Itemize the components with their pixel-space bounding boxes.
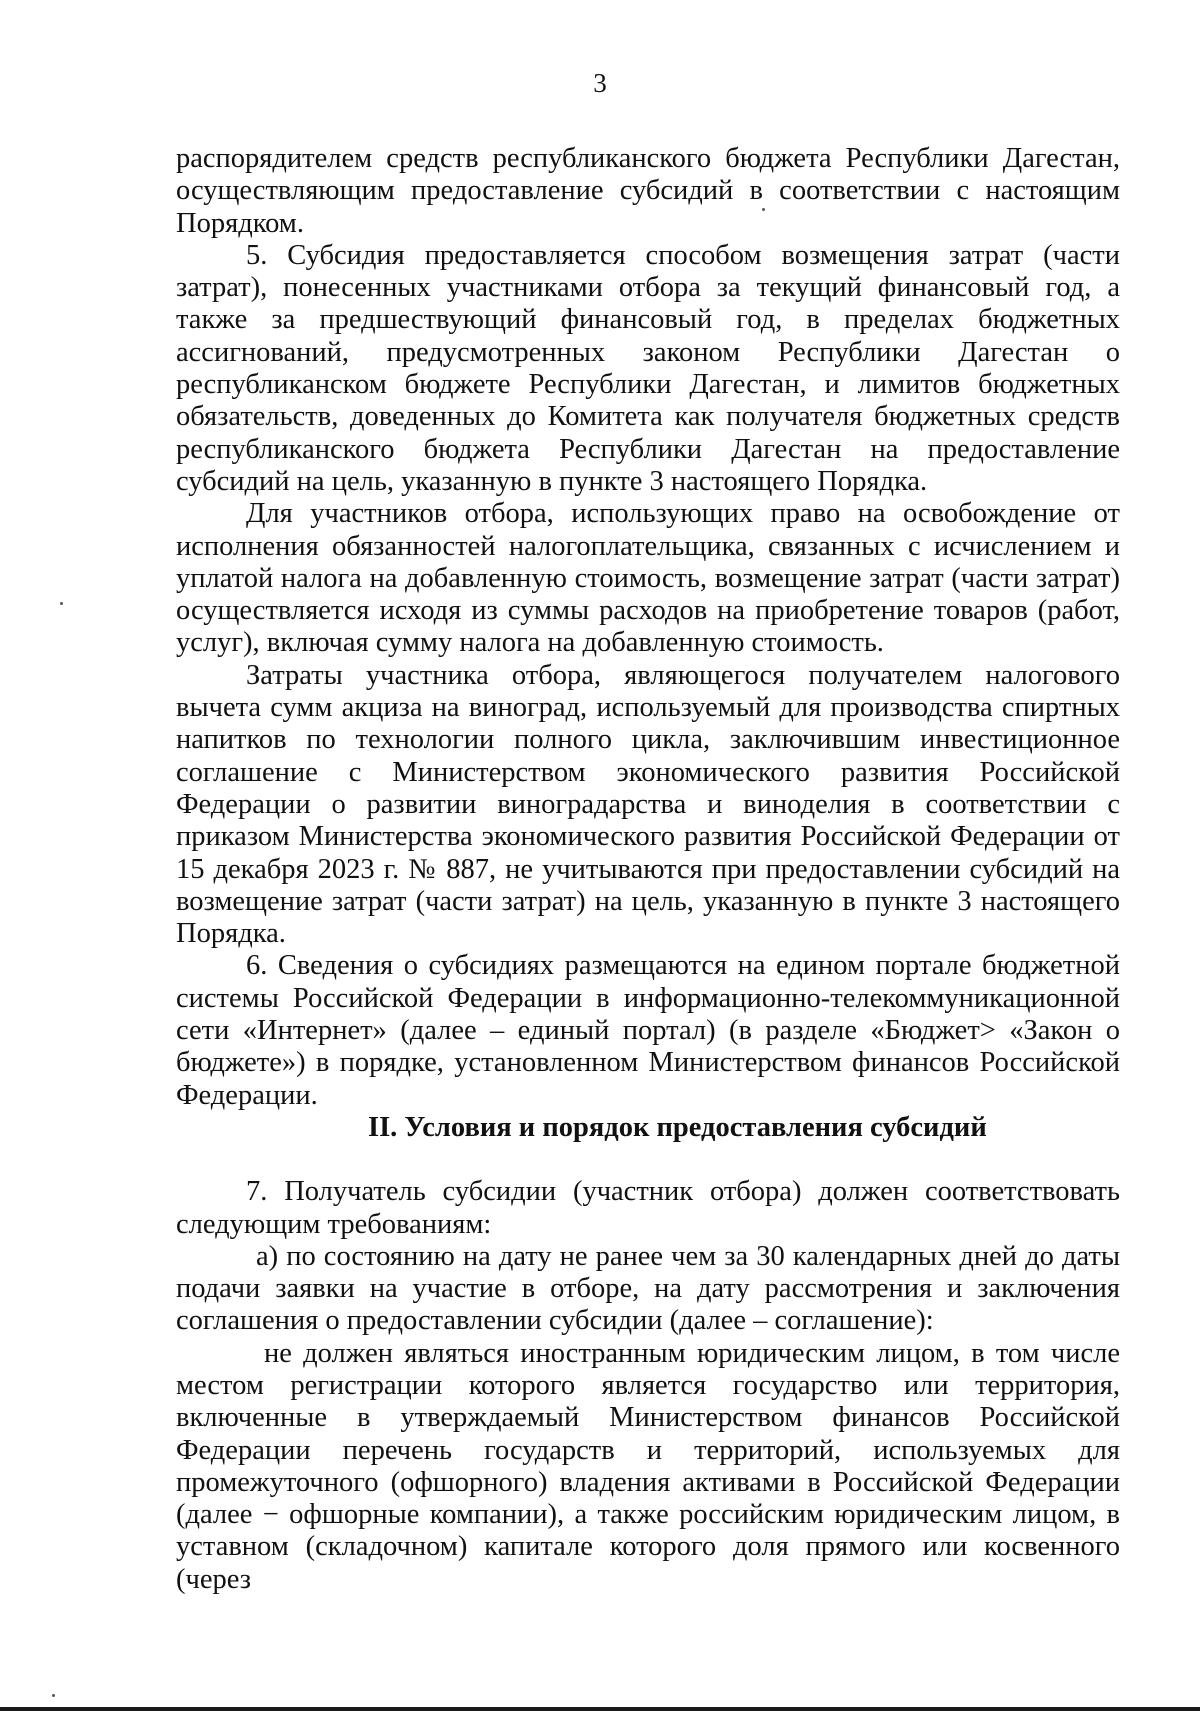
paragraph-item-7: 7. Получатель субсидии (участник отбора) должен соответствовать следующим требованиям: [176, 1176, 1120, 1240]
paragraph-item-6: 6. Сведения о субсидиях размещаются на едином портале бюджетной системы Российской Федерации в информационно-телекоммуникационной сети «Интернет» (далее – единый портал) (в разделе «Бюджет> «Закон о бюджете») в порядке, установленном Министерством финансов Российской Федерации. [176, 950, 1120, 1111]
paragraph-offshore: не должен являться иностранным юридическим лицом, в том числе местом регистрации которого является государство или территория, включенные в утверждаемый Министерством финансов Российской Федерации перечень государств и территорий, используемых для промежуточного (офшорного) владения активами в Российской Федерации (далее − офшорные компании), а также российским юридическим лицом, в уставном (складочном) капитале которого доля прямого или косвенного (через [176, 1337, 1120, 1595]
paragraph-subitem-a: а) по состоянию на дату не ранее чем за 30 календарных дней до даты подачи заявки на участие в отборе, на дату рассмотрения и заключения соглашения о предоставлении субсидии (далее – соглашение): [176, 1240, 1120, 1337]
scan-speck [762, 208, 765, 211]
scan-speck [52, 1694, 55, 1697]
document-body [176, 143, 1120, 1596]
paragraph-vat-exempt: Для участников отбора, использующих право на освобождение от исполнения обязанностей налогоплательщика, связанных с исчислением и уплатой налога на добавленную стоимость, возмещение затрат (части затрат) осуществляется исходя из суммы расходов на приобретение товаров (работ, услуг), включая сумму налога на добавленную стоимость. [176, 498, 1120, 659]
page-number: 3 [593, 68, 607, 98]
paragraph-item-5: 5. Субсидия предоставляется способом возмещения затрат (части затрат), понесенных участниками отбора за текущий финансовый год, а также за предшествующий финансовый год, в пределах бюджетных ассигнований, предусмотренных законом Республики Дагестан о республиканском бюджете Республики Дагестан, и лимитов бюджетных обязательств, доведенных до Комитета как получателя бюджетных средств республиканского бюджета Республики Дагестан на предоставление субсидий на цель, указанную в пункте 3 настоящего Порядка. [176, 239, 1120, 497]
paragraph-excise-deduction: Затраты участника отбора, являющегося получателем налогового вычета сумм акциза на виноград, используемый для производства спиртных напитков по технологии полного цикла, заключившим инвестиционное соглашение с Министерством экономического развития Российской Федерации о развитии виноградарства и виноделия в соответствии с приказом Министерства экономического развития Российской Федерации от 15 декабря 2023 г. № 887, не учитываются при предоставлении субсидий на возмещение затрат (части затрат) на цель, указанную в пункте 3 настоящего Порядка. [176, 659, 1120, 950]
paragraph-continuation: распорядителем средств республиканского бюджета Республики Дагестан, осуществляющим предоставление субсидий в соответствии с настоящим Порядком. [176, 143, 1120, 239]
section-heading: II. Условия и порядок предоставления субсидий [368, 1111, 987, 1143]
scan-speck [60, 602, 63, 605]
scan-edge [0, 1707, 1200, 1711]
